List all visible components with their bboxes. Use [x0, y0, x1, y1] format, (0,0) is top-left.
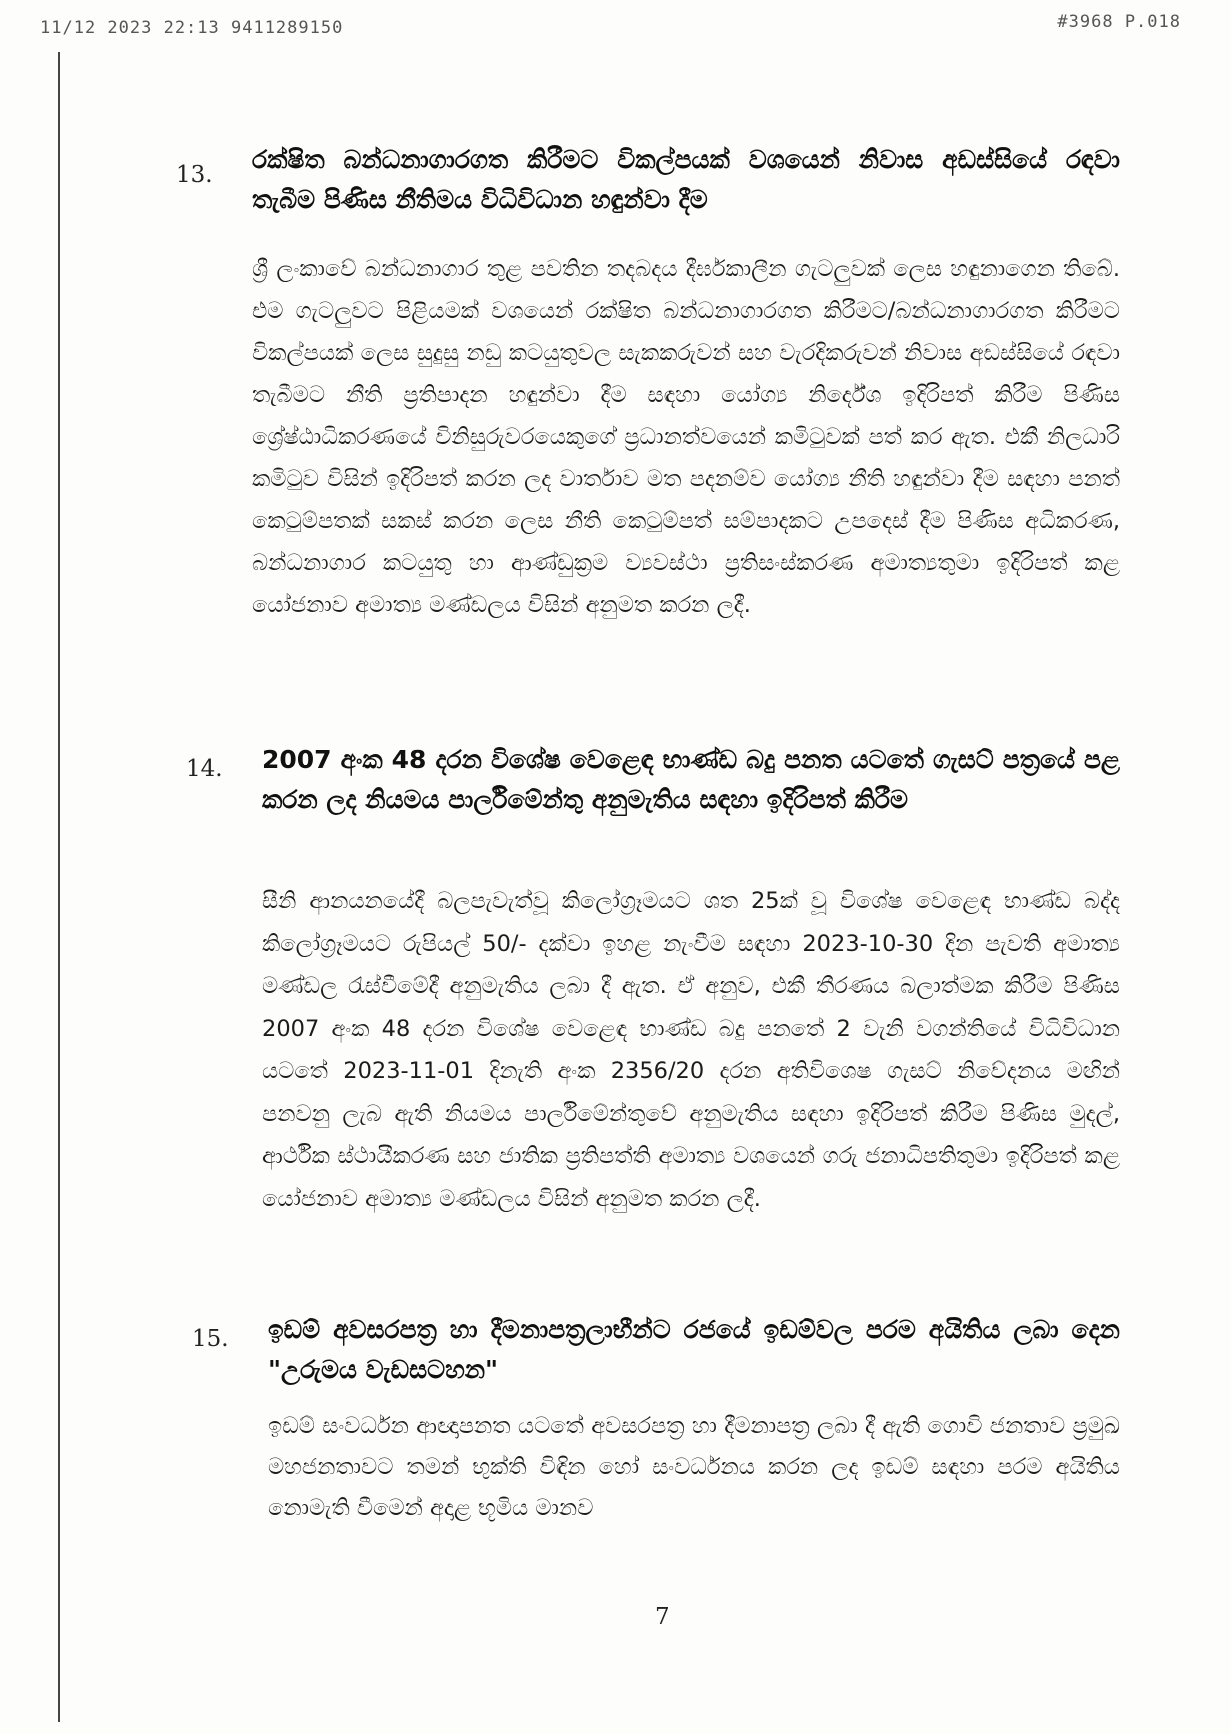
section-number: 15. [192, 1326, 229, 1352]
section-body: ඉඩම් සංවර්ධන ආඥාපනත යටතේ අවසරපත්‍ර හා දීමනාපත්‍ර ලබා දී ඇති ගොවි ජනතාව ප්‍රමුඛ මහජනතාවට තමන් භුක්ති විඳින හෝ සංවර්ධනය කරන ලද ඉඩම් සඳහා පරම අයිතිය නොමැති වීමෙන් අදාළ භූමිය මානව [268, 1413, 1120, 1521]
section-title: රක්ෂිත බන්ධනාගාරගත කිරීමට විකල්පයක් වශයෙන් නිවාස අඩස්සියේ රඳවා තැබීම පිණිස නීතිමය විධිවිධාන හඳුන්වා දීම [252, 145, 1120, 214]
section-body: සීනි ආනයනයේදී බලපැවැත්වූ කිලෝග්‍රෑමයට ශත 25ක් වූ විශේෂ වෙළෙඳ භාණ්ඩ බද්ද කිලෝග්‍රෑමයට රුපියල් 50/- දක්වා ඉහළ නැංවීම සඳහා 2023-10-30 දින පැවති අමාත්‍ය මණ්ඩල රැස්වීමේදී අනුමැතිය ලබා දී ඇත. ඒ අනුව, එකී තීරණය බලාත්මක කිරීම පිණිස 2007 අංක 48 දරන විශේෂ වෙළෙඳ භාණ්ඩ බදු පනතේ 2 වැනි වගන්තියේ විධිවිධාන යටතේ 2023-11-01 දිනැති අංක 2356/20 දරන අතිවිශෙෂ ගැසට් නිවේදනය මඟින් පනවනු ලැබ ඇති නියමය පාර්ලිමේන්තුවේ අනුමැතිය සඳහා ඉදිරිපත් කිරීම පිණිස මුදල්, ආර්ථික ස්ථායීකරණ සහ ජාතික ප්‍රතිපත්ති අමාත්‍ය වශයෙන් ගරු ජනාධිපතිතුමා ඉදිරිපත් කළ යෝජනාව අමාත්‍ය මණ්ඩලය විසින් අනුමත කරන ලදී. [262, 888, 1120, 1212]
section-number: 14. [186, 756, 223, 782]
section-title: ඉඩම් අවසරපත්‍ර හා දීමනාපත්‍රලාභීන්ට රජයේ ඉඩම්වල පරම අයිතිය ලබා දෙන "උරුමය වැඩසටහන" [268, 1315, 1120, 1384]
left-margin-rule [58, 52, 60, 1722]
fax-datetime: 11/12 2023 22:13 9411289150 [40, 18, 344, 38]
section-title: 2007 අංක 48 දරන විශේෂ වෙළෙඳ භාණ්ඩ බදු පනත යටතේ ගැසට් පත්‍රයේ පළ කරන ලද නියමය පාර්ලිමේන්තු අනුමැතිය සඳහා ඉදිරිපත් කිරීම [262, 745, 1120, 814]
section-number: 13. [176, 162, 213, 188]
page-number: 7 [655, 1604, 670, 1630]
section-body: ශ්‍රී ලංකාවේ බන්ධනාගාර තුළ පවතින තදබදය දීර්ඝකාලීන ගැටලුවක් ලෙස හඳුනාගෙන තිබේ. එම ගැටලුවට පිළියමක් වශයෙන් රක්ෂිත බන්ධනාගාරගත කිරීමට/බන්ධනාගාරගත කිරීමට විකල්පයක් ලෙස සුදුසු නඩු කටයුතුවල සැකකරුවන් සහ වැරදිකරුවන් නිවාස අඩස්සියේ රඳවා තැබීමට නීති ප්‍රතිපාදන හඳුන්වා දීම සඳහා යෝග්‍ය නිර්දේශ ඉදිරිපත් කිරීම පිණිස ශ්‍රේෂ්ඨාධිකරණයේ විනිසුරුවරයෙකුගේ ප්‍රධානත්වයෙන් කමිටුවක් පත් කර ඇත. එකී නිලධාරි කමිටුව විසින් ඉදිරිපත් කරන ලද වාර්තාව මත පදනම්ව යෝග්‍ය නීති හඳුන්වා දීම සඳහා පනත් කෙටුම්පතක් සකස් කරන ලෙස නීති කෙටුම්පත් සම්පාදකට උපදෙස් දීම පිණිස අධිකරණ, බන්ධනාගාර කටයුතු හා ආණ්ඩුක්‍රම ව්‍යවස්ථා ප්‍රතිසංස්කරණ අමාත්‍යතුමා ඉදිරිපත් කළ යෝජනාව අමාත්‍ය මණ්ඩලය විසින් අනුමත කරන ලදී. [252, 256, 1120, 618]
fax-header [40, 12, 1181, 44]
fax-page-ref: #3968 P.018 [1057, 12, 1181, 32]
